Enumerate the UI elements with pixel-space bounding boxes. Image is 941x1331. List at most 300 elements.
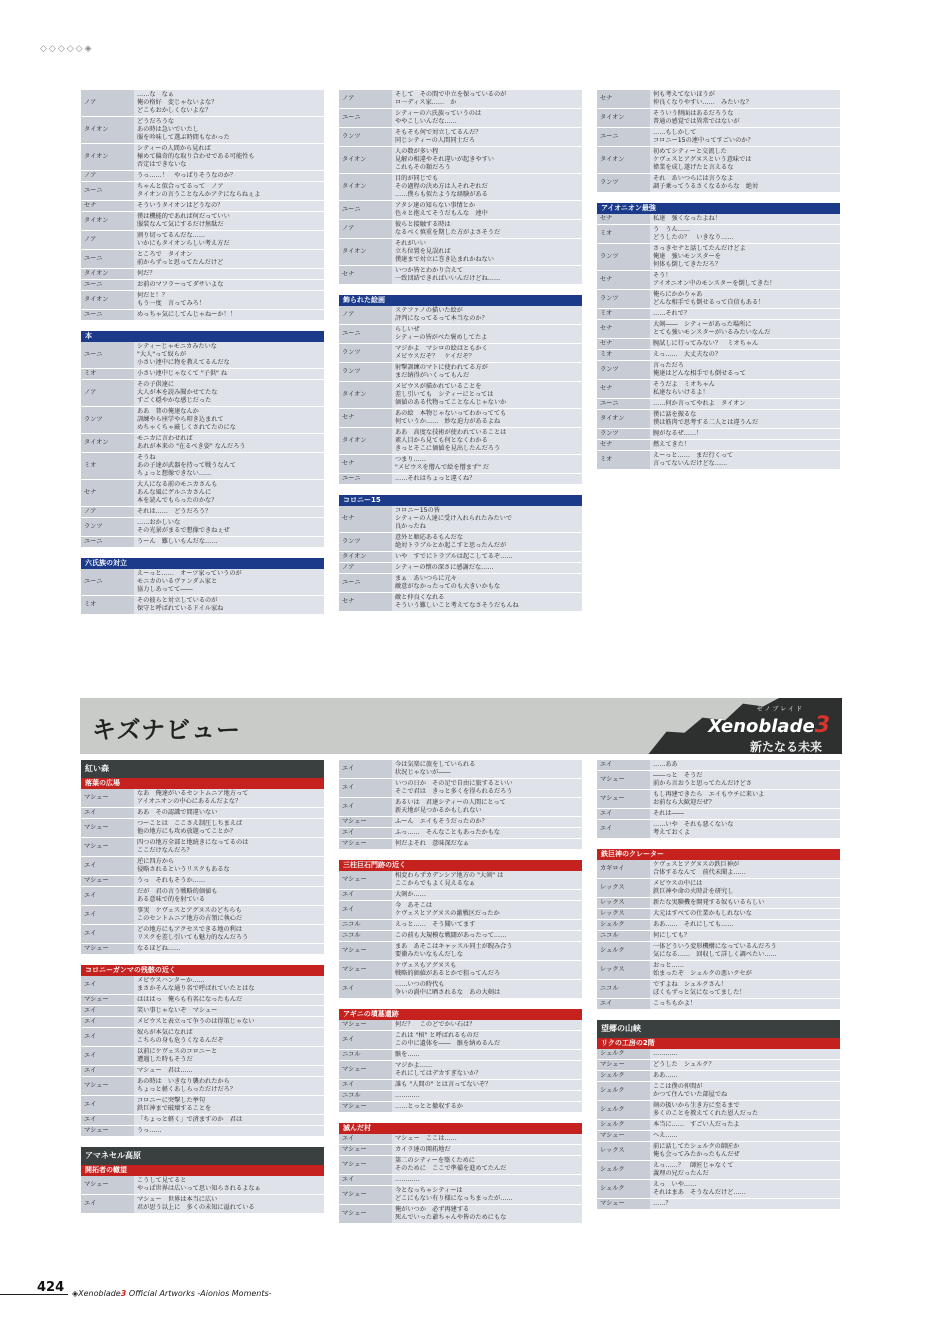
dialogue-section — [339, 1123, 582, 1224]
dialogue-row — [339, 1020, 582, 1031]
section-heading: 本 — [81, 331, 324, 342]
dialogue-table — [81, 1176, 324, 1214]
dialogue-row — [339, 552, 582, 563]
dialogue-row — [81, 537, 324, 548]
speaker-name: マシュー — [81, 1126, 134, 1137]
speaker-name: ミオ — [81, 596, 134, 615]
dialogue-line: この前も大規模な戦闘があったって…… — [392, 931, 582, 942]
dialogue-line: 何も考えてないほうが 仲良くなりやすい…… みたいな？ — [650, 90, 840, 109]
dialogue-line: ああ その認識で間違いない — [134, 808, 324, 819]
speaker-name: ランツ — [339, 128, 392, 147]
dialogue-line: 僕は機能的であれば何だっていい 服装なんて気にするだけ無駄だ — [134, 212, 324, 231]
kizuna-view-banner — [80, 698, 842, 754]
dialogue-line: もし再建できたら エイもウチに来いよ お前なら大歓迎だぜ？ — [650, 790, 840, 809]
dialogue-line: どうだろうな あの時は急いでいたし 服を吟味して選ぶ時間もなかった — [134, 117, 324, 144]
dialogue-line: 今は気楽に旅をしていられる 状況じゃないが―― — [392, 760, 582, 779]
dialogue-table — [81, 569, 324, 615]
dialogue-row — [339, 306, 582, 325]
dialogue-line: 四つの地方全部と地続きになってるのは ここだけなんだろ？ — [134, 838, 324, 857]
footer-rule — [0, 1294, 68, 1295]
dialogue-line: えっと…… そう聞いてます — [392, 920, 582, 931]
dialogue-line: そう！ アイオニオン中のモンスターを倒してきた！ — [650, 271, 840, 290]
dialogue-table — [339, 90, 582, 285]
speaker-name: マシュー — [339, 961, 392, 980]
dialogue-row — [339, 563, 582, 574]
dialogue-row — [597, 1101, 840, 1120]
dialogue-line: えっ…… 大丈夫なの？ — [650, 350, 840, 361]
dialogue-row — [81, 1028, 324, 1047]
dialogue-line: 射撃訓練のマトに使われてる方が まだ納得がいくってもんだ — [392, 363, 582, 382]
dialogue-line: えーっと…… まだ行くって 言ってないんだけどな…… — [650, 451, 840, 470]
section-heading: アギニの墳墓遺跡 — [339, 1009, 582, 1020]
xenoblade3-logo — [708, 704, 830, 755]
dialogue-section — [597, 1038, 840, 1210]
dialogue-row — [597, 1180, 840, 1199]
speaker-name: マシュー — [339, 1061, 392, 1080]
dialogue-line: ……もしかして コロニー15の連中ってすごいのか？ — [650, 128, 840, 147]
dialogue-line: 目的が同じでも その過程の決め方は人それぞれだ ……僕らも似たような経験がある — [392, 174, 582, 201]
dialogue-row — [81, 1066, 324, 1077]
speaker-name: マシュー — [339, 1186, 392, 1205]
speaker-name: マシュー — [81, 944, 134, 955]
dialogue-line: ケヴェスとアグヌスの鉄巨神が 合体するなんて 前代未聞よ…… — [650, 860, 840, 879]
dialogue-line: ………… — [392, 1091, 582, 1102]
dialogue-row — [81, 434, 324, 453]
dialogue-row — [597, 225, 840, 244]
dialogue-line: う うん…… どうしたの？ いきなり…… — [650, 225, 840, 244]
dialogue-row — [81, 838, 324, 857]
speaker-name: マシュー — [81, 1077, 134, 1096]
dialogue-line: うっ…… — [134, 1126, 324, 1137]
dialogue-line: 何だ？ — [134, 269, 324, 280]
dialogue-line: どの地方にもアクセスできる地の利は リスクを差し引いても魅力的なんだろう — [134, 925, 324, 944]
dialogue-line: へえ…… — [650, 1131, 840, 1142]
dialogue-row — [81, 269, 324, 280]
dialogue-section — [339, 760, 582, 850]
dialogue-row — [597, 920, 840, 931]
dialogue-column-4 — [81, 760, 324, 1224]
speaker-name: エイ — [339, 1080, 392, 1091]
speaker-name: ノア — [339, 90, 392, 109]
dialogue-row — [81, 280, 324, 291]
speaker-name: ノア — [81, 90, 134, 117]
dialogue-line: 俺がいつか 必ず再建する 死んでいった爺ちゃんや皆のためにもな — [392, 1205, 582, 1224]
dialogue-row — [597, 898, 840, 909]
dialogue-row — [81, 1195, 324, 1214]
dialogue-section — [81, 760, 324, 778]
speaker-name: マシュー — [81, 819, 134, 838]
dialogue-line: 俺らにかかりゃあ どんな相手でも倒せるって自信もある！ — [650, 290, 840, 309]
dialogue-line: カイラ達の開拓地だ — [392, 1145, 582, 1156]
dialogue-line: まぁ あいつらに元々 敵意がなかったってのも大きいかもな — [392, 574, 582, 593]
dialogue-section — [81, 331, 324, 548]
dialogue-row — [339, 325, 582, 344]
dialogue-row — [339, 1175, 582, 1186]
speaker-name: エイ — [81, 906, 134, 925]
dialogue-row — [81, 596, 324, 615]
dialogue-line: ……？ — [650, 1199, 840, 1210]
speaker-name: シュルク — [597, 920, 650, 931]
dialogue-line: その子供達に 大人が本を読み聞かせてたな すごく穏やかな感じだった — [134, 380, 324, 407]
speaker-name: エイ — [81, 1047, 134, 1066]
book-title-number: 3 — [120, 1289, 127, 1298]
dialogue-row — [597, 380, 840, 399]
dialogue-row — [81, 1176, 324, 1195]
speaker-name: マシュー — [81, 876, 134, 887]
dialogue-table — [339, 871, 582, 999]
speaker-name: ランツ — [81, 407, 134, 434]
dialogue-row — [597, 879, 840, 898]
dialogue-row — [339, 220, 582, 239]
dialogue-section — [597, 90, 840, 193]
dialogue-line: 奴らが本気になれば こちらの身も危うくなるんだぞ — [134, 1028, 324, 1047]
speaker-name: シュルク — [597, 942, 650, 961]
dialogue-row — [339, 147, 582, 174]
speaker-name: エイ — [81, 925, 134, 944]
dialogue-line: それ あいつらには言うなよ 調子乗ってうるさくなるからな 絶対 — [650, 174, 840, 193]
dialogue-line: うーん 難しいもんだな…… — [134, 537, 324, 548]
dialogue-row — [81, 90, 324, 117]
dialogue-table — [597, 214, 840, 470]
dialogue-line: ところで タイオン 前からずっと思ってたんだけど — [134, 250, 324, 269]
speaker-name: ノア — [339, 306, 392, 325]
speaker-name: セナ — [339, 593, 392, 612]
speaker-name: エイ — [81, 976, 134, 995]
dialogue-table — [597, 90, 840, 193]
dialogue-row — [81, 182, 324, 201]
dialogue-row — [597, 931, 840, 942]
dialogue-line: えーっと…… オーツ家っていうのが モニカのいるヴァンダム家と 協力しあってて―― — [134, 569, 324, 596]
dialogue-row — [81, 291, 324, 310]
section-heading: 六氏族の対立 — [81, 558, 324, 569]
dialogue-section — [81, 558, 324, 615]
section-heading: 紅い森 — [81, 760, 324, 778]
dialogue-row — [339, 779, 582, 798]
dialogue-line: コロニー15の皆 シティーの人達に受け入れられたみたいで 良かったね — [392, 506, 582, 533]
dialogue-row — [597, 860, 840, 879]
speaker-name: タイオン — [81, 434, 134, 453]
dialogue-row — [81, 1126, 324, 1137]
speaker-name: マシュー — [81, 789, 134, 808]
dialogue-line: メビウスと表立って争うのは得策じゃない — [134, 1017, 324, 1028]
speaker-name: ニコル — [339, 1091, 392, 1102]
dialogue-row — [339, 1145, 582, 1156]
dialogue-line: 何だ？ このどでかい石は？ — [392, 1020, 582, 1031]
dialogue-row — [597, 1131, 840, 1142]
speaker-name: シュルク — [597, 1180, 650, 1199]
speaker-name: レックス — [597, 898, 650, 909]
dialogue-line: 本当に…… すごい人だったよ — [650, 1120, 840, 1131]
dialogue-line: あるいは 君達シティーの人間にとって 新天地が見つかるかもしれない — [392, 798, 582, 817]
dialogue-line: モニカに言わせれば あれが本来の "在るべき姿" なんだろう — [134, 434, 324, 453]
speaker-name: ニコル — [597, 980, 650, 999]
speaker-name: シュルク — [597, 1101, 650, 1120]
dialogue-row — [81, 171, 324, 182]
dialogue-line: ステファノの描いた絵が 評判になってるって本当なのか？ — [392, 306, 582, 325]
dialogue-section — [597, 849, 840, 1010]
dialogue-row — [339, 1156, 582, 1175]
section-heading: アマネセル高原 — [81, 1147, 324, 1165]
speaker-name: ユーニ — [339, 574, 392, 593]
dialogue-line: 笑い事じゃないぞ マシュー — [134, 1006, 324, 1017]
dialogue-line: 以前にケヴェスのコロニーと 遭遇した時もそうだ — [134, 1047, 324, 1066]
speaker-name: ランツ — [81, 518, 134, 537]
speaker-name: マシュー — [81, 1176, 134, 1195]
dialogue-line: マシュー ここは…… — [392, 1134, 582, 1145]
speaker-name: セナ — [597, 339, 650, 350]
dialogue-row — [81, 808, 324, 819]
dialogue-line: 誰も "人間の" とは言ってないぞ？ — [392, 1080, 582, 1091]
dialogue-row — [81, 569, 324, 596]
dialogue-line: 事実 ケヴェスとアグヌスのどちらも このセントムニア地方の占領に執心だ — [134, 906, 324, 925]
logo-number: 3 — [814, 713, 830, 738]
dialogue-row — [81, 944, 324, 955]
dialogue-row — [81, 250, 324, 269]
dialogue-row — [339, 109, 582, 128]
dialogue-row — [81, 857, 324, 876]
dialogue-section — [597, 760, 840, 839]
dialogue-row — [339, 1186, 582, 1205]
dialogue-line: ……おかしいな その光景がまるで想像できねぇぜ — [134, 518, 324, 537]
dialogue-line: ……それはちょっと違くね？ — [392, 474, 582, 485]
dialogue-line: ………… — [650, 1049, 840, 1060]
dialogue-row — [597, 410, 840, 429]
speaker-name: ノア — [339, 220, 392, 239]
dialogue-row — [81, 1006, 324, 1017]
dialogue-line: 意外と順応あるもんだな 絶対トラブルとか起こすと思ったんだが — [392, 533, 582, 552]
speaker-name: セナ — [339, 409, 392, 428]
dialogue-section — [339, 860, 582, 999]
dialogue-line: 彼らと接触する時は なるべく慎重を期した方がよさそうだ — [392, 220, 582, 239]
speaker-name: セナ — [81, 480, 134, 507]
dialogue-row — [339, 266, 582, 285]
dialogue-row — [81, 819, 324, 838]
dialogue-line: 大人になる前のモニカさんも あんな風にゲルニカさんに 本を読んでもらったのかな？ — [134, 480, 324, 507]
speaker-name: タイオン — [339, 147, 392, 174]
dialogue-row — [597, 174, 840, 193]
dialogue-row — [597, 1071, 840, 1082]
speaker-name: ユーニ — [339, 109, 392, 128]
dialogue-line: あの絵 本物じゃないってわかってても 何ていうか…… 妙な迫力があるよね — [392, 409, 582, 428]
dialogue-line: ちゃんと似合ってるって ノア タイオンの言うことなんかアテにならねぇよ — [134, 182, 324, 201]
dialogue-line: つーことは ここさえ制圧しちまえば 他の地方にも攻め放題ってことか？ — [134, 819, 324, 838]
dialogue-line: うっ……！ やっぱりそうなのか？ — [134, 171, 324, 182]
dialogue-row — [339, 474, 582, 485]
dialogue-line: こうして見てると やっぱ世界は広いって思い知らされるよなぁ — [134, 1176, 324, 1195]
dialogue-row — [81, 310, 324, 321]
speaker-name: エイ — [81, 1017, 134, 1028]
speaker-name: エイ — [81, 1028, 134, 1047]
dialogue-line: 新たな実験機を開発する奴もいるらしい — [650, 898, 840, 909]
speaker-name: シュルク — [597, 1161, 650, 1180]
dialogue-row — [339, 90, 582, 109]
dialogue-line: 燃えてきた！ — [650, 440, 840, 451]
page-footer — [0, 1280, 941, 1300]
dialogue-row — [597, 109, 840, 128]
dialogue-line: 何だと！？ もう一度 言ってみろ！ — [134, 291, 324, 310]
speaker-name: エイ — [81, 1195, 134, 1214]
dialogue-table — [339, 760, 582, 850]
dialogue-line: 腕がなるぜ……！ — [650, 429, 840, 440]
dialogue-line: マシュー 君は…… — [134, 1066, 324, 1077]
speaker-name: マシュー — [339, 1205, 392, 1224]
speaker-name: タイオン — [339, 428, 392, 455]
speaker-name: ニコル — [339, 920, 392, 931]
book-title-suffix: Official Artworks -Aionios Moments- — [126, 1289, 272, 1298]
dialogue-line: まあ あそこはキャッスル同士が睨み合う 要衝みたいなもんだしな — [392, 942, 582, 961]
dialogue-row — [81, 1096, 324, 1115]
dialogue-row — [597, 942, 840, 961]
logo-subtitle: 新たなる未来 — [749, 740, 822, 754]
speaker-name: ユーニ — [597, 399, 650, 410]
speaker-name: エイ — [81, 1066, 134, 1077]
speaker-name: ニコル — [339, 1050, 392, 1061]
dialogue-line: そういう側面はあるだろうな 普通の感覚では異常ではないが — [650, 109, 840, 128]
dialogue-row — [597, 429, 840, 440]
dialogue-row — [81, 480, 324, 507]
speaker-name: ノア — [81, 507, 134, 518]
dialogue-line: おっと…… 始まったぞ シュルクの悪いクセが — [650, 961, 840, 980]
dialogue-column-6 — [597, 760, 840, 1220]
dialogue-line: 一体どういう変形機構になっているんだろう 気になる…… 回収して詳しく調べたい…… — [650, 942, 840, 961]
speaker-name: タイオン — [597, 109, 650, 128]
dialogue-line: 大剣か…… — [392, 890, 582, 901]
dialogue-section — [81, 1165, 324, 1214]
speaker-name: ニコル — [339, 931, 392, 942]
dialogue-section — [339, 90, 582, 285]
dialogue-table — [597, 1049, 840, 1210]
dialogue-table — [339, 306, 582, 485]
dialogue-column-2 — [339, 90, 582, 622]
page-number: 424 — [37, 1280, 65, 1295]
speaker-name: ミオ — [597, 451, 650, 470]
dialogue-row — [339, 798, 582, 817]
speaker-name: ユーニ — [81, 310, 134, 321]
dialogue-row — [339, 920, 582, 931]
dialogue-section — [597, 203, 840, 470]
dialogue-line: どうした シュルク？ — [650, 1060, 840, 1071]
speaker-name: ランツ — [339, 363, 392, 382]
speaker-name: ランツ — [597, 429, 650, 440]
speaker-name: マシュー — [339, 871, 392, 890]
logo-furigana: ゼノブレイド — [756, 706, 804, 713]
dialogue-line: 私達 強くなったよね！ — [650, 214, 840, 225]
speaker-name: シュルク — [597, 1049, 650, 1060]
dialogue-line: マジかよ…… それにしてはデカすぎないか？ — [392, 1061, 582, 1080]
dialogue-row — [81, 342, 324, 369]
speaker-name: エイ — [597, 809, 650, 820]
dialogue-line: 第二のシティーを築くために そのために ここで準備を進めてたんだ — [392, 1156, 582, 1175]
dialogue-line: そして その間で中立を保っているのが ロ一ディス家…… か — [392, 90, 582, 109]
dialogue-row — [339, 506, 582, 533]
dialogue-row — [597, 1082, 840, 1101]
speaker-name: ニコル — [597, 931, 650, 942]
dialogue-row — [339, 428, 582, 455]
section-heading: アイオニオン最強 — [597, 203, 840, 214]
dialogue-row — [81, 789, 324, 808]
dialogue-section — [81, 778, 324, 955]
speaker-name: ミオ — [597, 350, 650, 361]
dialogue-line: アタシ達の知らない事情とか 色々と抱えてそうだもんな 連中 — [392, 201, 582, 220]
dialogue-row — [597, 1049, 840, 1060]
section-heading: 鉄巨神のクレーター — [597, 849, 840, 860]
dialogue-row — [81, 507, 324, 518]
speaker-name: ミオ — [597, 225, 650, 244]
dialogue-line: ああ…… — [650, 1071, 840, 1082]
dialogue-row — [339, 409, 582, 428]
dialogue-row — [339, 1050, 582, 1061]
dialogue-row — [597, 271, 840, 290]
dialogue-row — [597, 771, 840, 790]
dialogue-column-1 — [81, 90, 324, 625]
dialogue-line: シティーの人間から見れば 極めて偏奇的な取り合わせである可能性も 否定はできないな — [134, 144, 324, 171]
dialogue-section — [339, 1009, 582, 1113]
dialogue-row — [81, 1047, 324, 1066]
speaker-name: マシュー — [339, 942, 392, 961]
dialogue-section — [339, 295, 582, 485]
dialogue-line: ああ 高度な技術が使われていることは 素人目から見ても何となくわかる きっとそこに価値を見出したんだろう — [392, 428, 582, 455]
dialogue-row — [81, 906, 324, 925]
speaker-name: セナ — [597, 90, 650, 109]
speaker-name: マシュー — [597, 1199, 650, 1210]
dialogue-line: ああ…… それにしても…… — [650, 920, 840, 931]
dialogue-row — [339, 890, 582, 901]
dialogue-line: 何にしても？ — [650, 931, 840, 942]
dialogue-line: そういうタイオンはどうなの？ — [134, 201, 324, 212]
speaker-name: エイ — [339, 890, 392, 901]
dialogue-row — [81, 117, 324, 144]
speaker-name: マシュー — [597, 1131, 650, 1142]
speaker-name: ユーニ — [81, 569, 134, 596]
dialogue-row — [339, 760, 582, 779]
speaker-name: セナ — [339, 506, 392, 533]
dialogue-line: 初めてシティーと交流した ケヴェスとアグヌスという意味では 偉業を成し遂げたと言えるな — [650, 147, 840, 174]
dialogue-row — [597, 1161, 840, 1180]
dialogue-line: めっちゃ気にしてんじゃねーか！！ — [134, 310, 324, 321]
speaker-name: レックス — [597, 1142, 650, 1161]
dialogue-column-3 — [597, 90, 840, 480]
dialogue-line: 人の数が多い程 見解の相違やそれ違いが起きやすい これもその類だろう — [392, 147, 582, 174]
speaker-name: ランツ — [597, 174, 650, 193]
speaker-name: ミオ — [81, 453, 134, 480]
speaker-name: ミオ — [597, 309, 650, 320]
dialogue-line: 剣の扱いから生き方に至るまで 多くのことを教えてくれた恩人だった — [650, 1101, 840, 1120]
dialogue-row — [597, 128, 840, 147]
section-heading: 開拓者の轍望 — [81, 1165, 324, 1176]
dialogue-row — [597, 790, 840, 809]
dialogue-line: ――っと そうだ 前から言おうと思ってたんだけどさ — [650, 771, 840, 790]
speaker-name: エイ — [339, 798, 392, 817]
dialogue-line: いつか皆とわかり合えて 一致団結できればいいんだけどね…… — [392, 266, 582, 285]
dialogue-line: ここは僕の仲間が かつて住んでいた部屋でね — [650, 1082, 840, 1101]
book-title-prefix: Xenoblade — [78, 1289, 121, 1298]
speaker-name: エイ — [339, 779, 392, 798]
dialogue-table — [339, 506, 582, 612]
dialogue-line: ふーん エイもそうだったのか？ — [392, 817, 582, 828]
dialogue-row — [597, 1142, 840, 1161]
dialogue-line: 骸を…… — [392, 1050, 582, 1061]
dialogue-row — [597, 147, 840, 174]
dialogue-row — [81, 407, 324, 434]
speaker-name: タイオン — [597, 147, 650, 174]
dialogue-line: ですよね シュルクさん！ ぼくもずっと気になってました！ — [650, 980, 840, 999]
dialogue-row — [81, 518, 324, 537]
speaker-name: マシュー — [339, 1156, 392, 1175]
dialogue-line: いや すでにトラブルは起こしてるぞ…… — [392, 552, 582, 563]
dialogue-row — [597, 999, 840, 1010]
dialogue-row — [597, 809, 840, 820]
speaker-name: エイ — [81, 808, 134, 819]
